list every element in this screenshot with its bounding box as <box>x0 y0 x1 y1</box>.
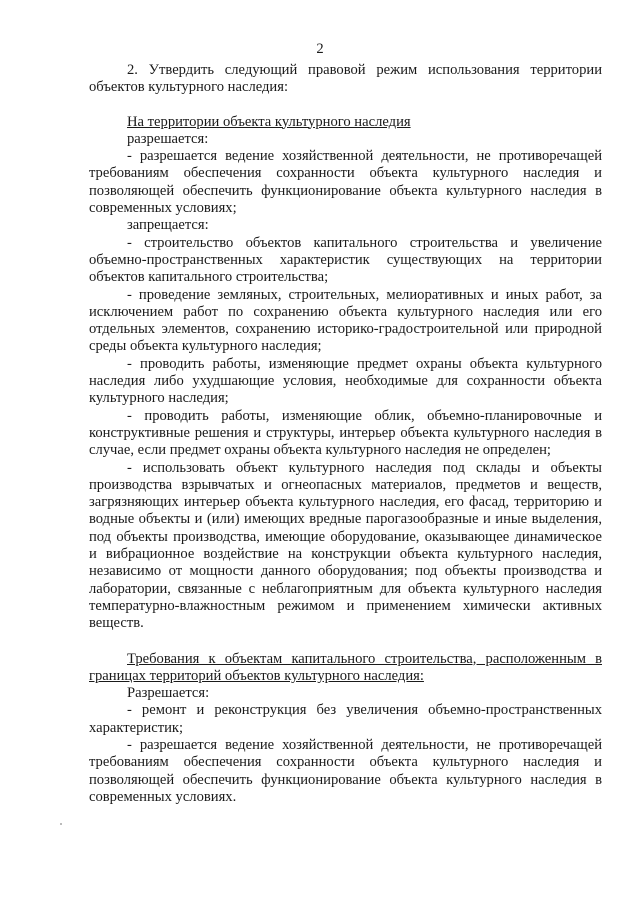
section-capital-heading: Требования к объектам капитального строительства, расположенным в границах территорий объектов культурного наследия: <box>89 650 602 684</box>
list-item: - проведение земляных, строительных, мелиоративных и иных работ, за исключением работ по сохранению объекта культурного наследия или его отдельных элементов, сохранению историко-градостроительной или природной среды объекта культурного наследия; <box>89 286 602 355</box>
list-item: - разрешается ведение хозяйственной деятельности, не противоречащей требованиям обеспечения сохранности объекта культурного наследия и позволяющей обеспечить функционирование объекта культурного наследия в современных условиях. <box>89 736 602 805</box>
document-body <box>89 62 602 806</box>
section-capital-construction <box>89 651 602 807</box>
list-item: - разрешается ведение хозяйственной деятельности, не противоречащей требованиям обеспечения сохранности объекта культурного наследия и позволяющей обеспечить функционирование объекта культурного наследия в современных условиях; <box>89 148 602 217</box>
forbidden-label: запрещается: <box>127 217 209 234</box>
scan-speck <box>60 823 62 825</box>
list-item: - проводить работы, изменяющие предмет охраны объекта культурного наследия либо ухудшающие условия, необходимые для сохранности объекта культурного наследия; <box>89 355 602 407</box>
section-territory-heading: На территории объекта культурного наследия <box>127 113 411 130</box>
list-item: - использовать объект культурного наследия под склады и объекты производства взрывчатых и огнеопасных материалов, предметов и веществ, загрязняющих интерьер объекта культурного наследия, его фасад, территорию и водные объекты и (или) имеющих вредные парогазообразные и иные выделения, под объекты производства, имеющие оборудование, оказывающее динамическое и вибрационное воздействие на конструкции объекта культурного наследия, независимо от мощности данного оборудования; под объекты производства и лаборатории, связанные с неблагоприятным для объекта культурного наследия температурно-влажностным режимом и применением химически активных веществ. <box>89 459 602 632</box>
list-item: - строительство объектов капитального строительства и увеличение объемно-пространственных характеристик существующих на территории объектов капитального строительства; <box>89 234 602 286</box>
page-number: 2 <box>316 41 324 57</box>
list-item: - проводить работы, изменяющие облик, объемно-планировочные и конструктивные решения и структуры, интерьер объекта культурного наследия в случае, если предмет охраны объекта культурного наследия не определен; <box>89 407 602 459</box>
intro-paragraph: 2. Утвердить следующий правовой режим использования территории объектов культурного наследия: <box>89 62 602 96</box>
section-territory <box>89 114 602 633</box>
list-item: - ремонт и реконструкция без увеличения объемно-пространственных характеристик; <box>89 702 602 736</box>
allowed-label: разрешается: <box>127 130 209 147</box>
allowed-label: Разрешается: <box>127 685 210 702</box>
